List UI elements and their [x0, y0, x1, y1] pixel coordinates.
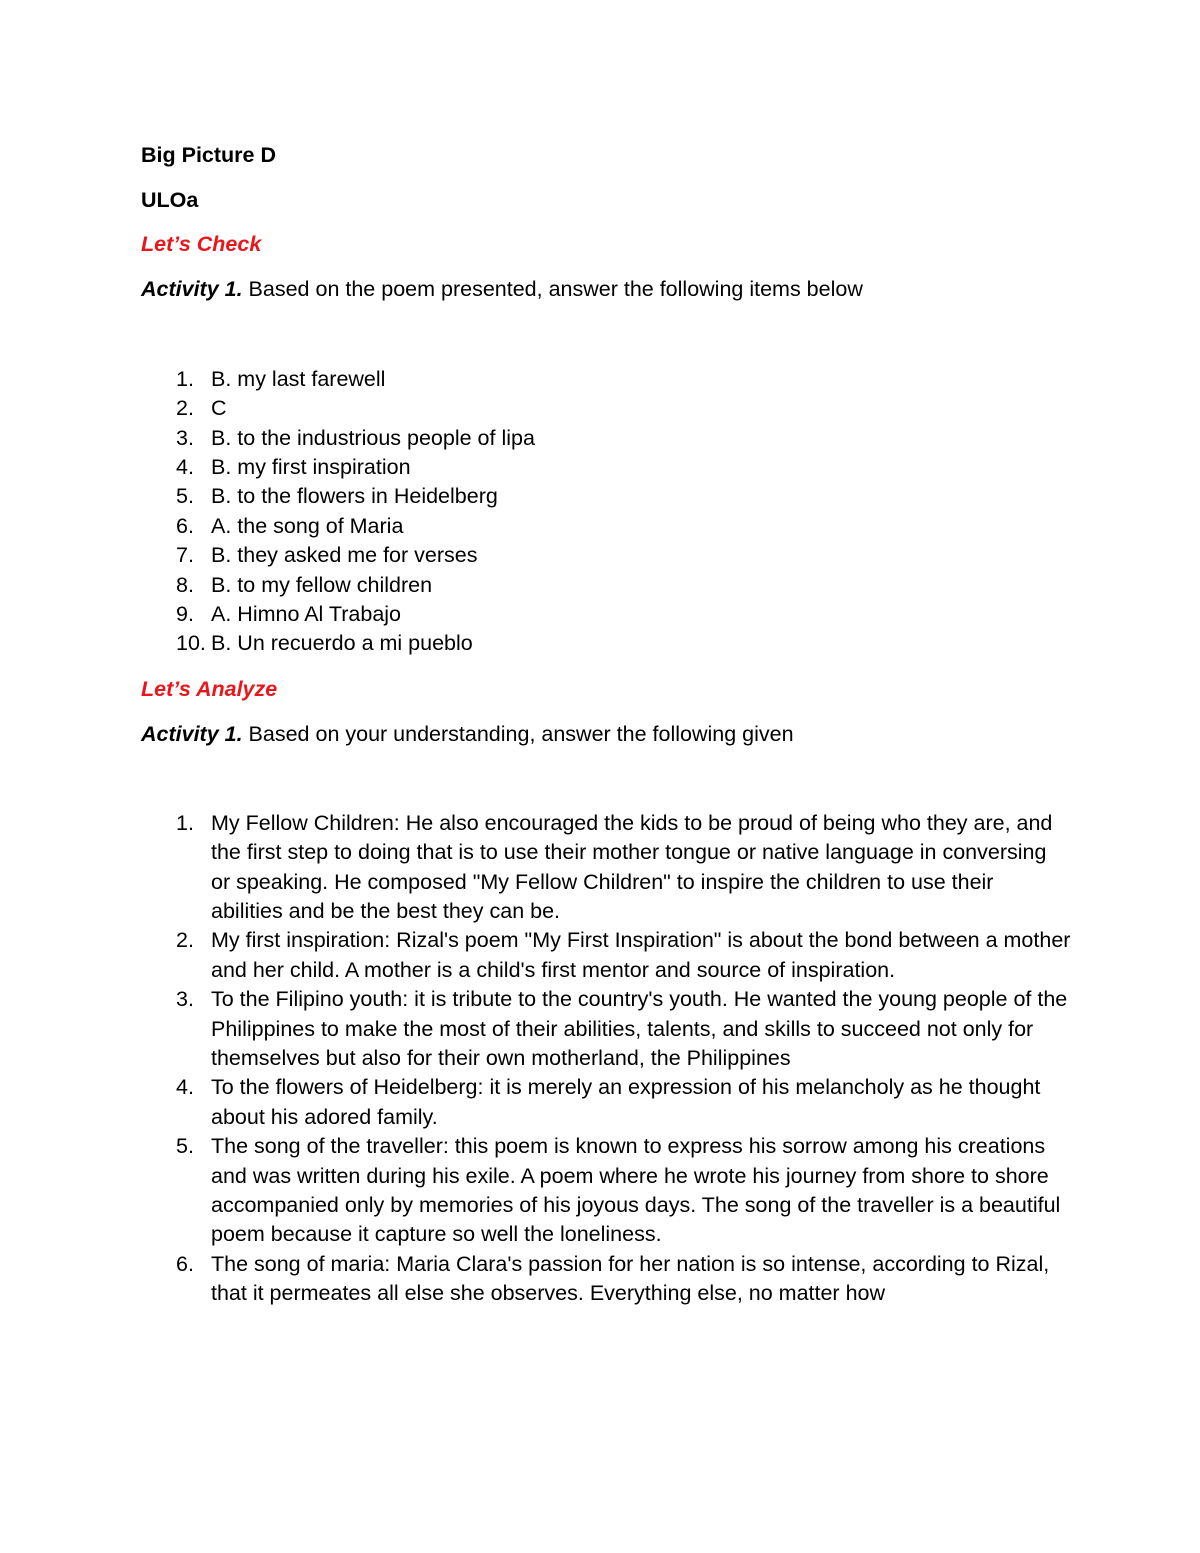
analyze-activity-text: Based on your understanding, answer the following given — [242, 722, 794, 747]
spacer — [141, 750, 1071, 809]
analyze-answer-list — [141, 809, 1071, 1309]
list-item-text: C — [211, 396, 227, 421]
list-item — [141, 985, 1071, 1073]
list-item-text: The song of the traveller: this poem is known to express his sorrow among his creations and was written during his exile. A poem where he wrote his journey from shore to shore accompanied only by memories of his joyous days. The song of the traveller is a beautiful poem because it capture so well the loneliness. — [211, 1134, 1061, 1247]
list-item-text: B. to the flowers in Heidelberg — [211, 484, 498, 509]
check-answer-list — [141, 365, 1071, 659]
list-item-number: 3. — [176, 987, 194, 1012]
document-title: Big Picture D — [141, 143, 276, 167]
list-item-number: 3. — [176, 425, 194, 450]
list-item — [141, 453, 1071, 482]
list-item-text: B. to my fellow children — [211, 572, 433, 597]
document-subtitle: ULOa — [141, 188, 199, 212]
list-item-number: 6. — [176, 1251, 194, 1276]
list-item — [141, 512, 1071, 541]
list-item-text: The song of maria: Maria Clara's passion for her nation is so intense, according to Rizal, that it permeates all else she observes. Everything else, no matter how — [211, 1251, 1050, 1306]
list-item-text: My Fellow Children: He also encouraged the kids to be proud of being who they are, and the first step to doing that is to use their mother tongue or native language in conversing or speaking. He composed "My Fellow Children" to inspire the children to use their abilities and be the best they can be. — [211, 810, 1053, 923]
list-item-text: B. to the industrious people of lipa — [211, 425, 535, 450]
list-item-number: 8. — [176, 572, 194, 597]
list-item-number: 5. — [176, 1134, 194, 1159]
list-item-number: 4. — [176, 455, 194, 480]
lets-check-heading: Let’s Check — [141, 232, 262, 256]
list-item — [141, 482, 1071, 511]
list-item-text: B. they asked me for verses — [211, 543, 478, 568]
lets-analyze-heading: Let’s Analyze — [141, 676, 278, 701]
list-item — [141, 629, 1071, 658]
list-item-text: To the Filipino youth: it is tribute to the country's youth. He wanted the young people of the Philippines to make the most of their abilities, talents, and skills to succeed not only for themselves but also for their own motherland, the Philippines — [211, 987, 1068, 1070]
check-activity-text: Based on the poem presented, answer the following items below — [242, 277, 863, 302]
list-item-number: 9. — [176, 602, 194, 627]
list-item — [141, 1073, 1071, 1132]
list-item-text: B. my first inspiration — [211, 455, 411, 480]
list-item-number: 2. — [176, 396, 194, 421]
list-item — [141, 809, 1071, 927]
list-item — [141, 1132, 1071, 1250]
list-item — [141, 394, 1071, 423]
list-item-text: My first inspiration: Rizal's poem "My First Inspiration" is about the bond between a mother and her child. A mother is a child's first mentor and source of inspiration. — [211, 928, 1071, 982]
list-item-text: B. my last farewell — [211, 366, 386, 391]
list-item-number: 1. — [176, 810, 194, 835]
list-item-text: A. Himno Al Trabajo — [211, 602, 402, 627]
analyze-activity-label: Activity 1. — [141, 722, 243, 747]
list-item — [141, 541, 1071, 570]
list-item — [141, 365, 1071, 394]
list-item-number: 6. — [176, 513, 194, 538]
list-item-text: To the flowers of Heidelberg: it is merely an expression of his melancholy as he thought about his adored family. — [211, 1075, 1041, 1129]
list-item-number: 2. — [176, 928, 194, 953]
list-item-number: 5. — [176, 484, 194, 509]
document-page — [141, 141, 1071, 1309]
list-item — [141, 1250, 1071, 1309]
list-item-number: 4. — [176, 1075, 194, 1100]
check-activity-label: Activity 1. — [141, 277, 243, 302]
list-item-number: 1. — [176, 366, 194, 391]
list-item — [141, 926, 1071, 985]
check-activity-instruction — [141, 275, 1071, 304]
list-item-text: B. Un recuerdo a mi pueblo — [211, 631, 473, 656]
spacer — [141, 305, 1071, 365]
list-item-text: A. the song of Maria — [211, 513, 404, 538]
list-item-number: 7. — [176, 543, 194, 568]
list-item-number: 10. — [176, 631, 206, 656]
list-item — [141, 600, 1071, 629]
list-item — [141, 424, 1071, 453]
analyze-activity-instruction — [141, 720, 1071, 749]
list-item — [141, 571, 1071, 600]
